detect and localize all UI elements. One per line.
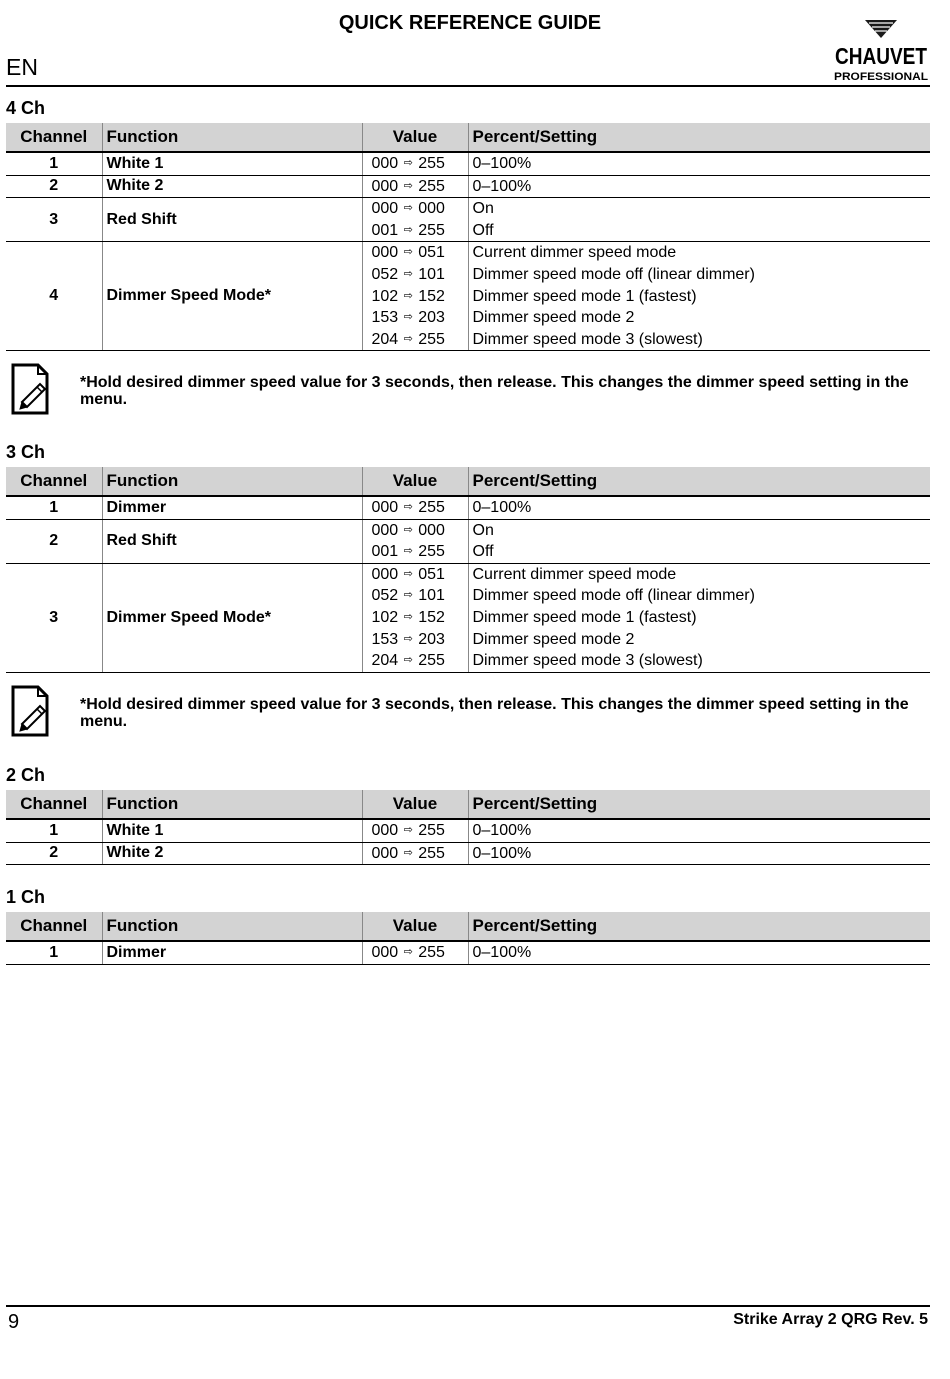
- column-header-value: Value: [362, 790, 468, 819]
- value-from: 000: [371, 565, 399, 583]
- value-range: [372, 843, 468, 865]
- column-header-function: Function: [102, 912, 362, 941]
- language-code: EN: [6, 54, 38, 80]
- column-header-function: Function: [102, 123, 362, 152]
- note-pencil-icon: [10, 684, 50, 738]
- note-callout: [10, 684, 930, 740]
- function-cell: White 2: [102, 175, 362, 198]
- range-arrow-icon: ⇨: [403, 846, 413, 859]
- function-cell: Dimmer: [102, 496, 362, 519]
- value-to: 000: [418, 521, 445, 539]
- function-cell: White 2: [102, 842, 362, 865]
- setting-cell: [468, 198, 930, 242]
- value-range: [372, 264, 468, 286]
- value-to: 152: [418, 608, 445, 626]
- column-header-setting: Percent/Setting: [468, 467, 930, 496]
- setting-text: Dimmer speed mode 2: [472, 630, 635, 648]
- setting-text: 0–100%: [472, 822, 532, 839]
- value-range: [372, 564, 468, 586]
- value-to: 255: [418, 652, 445, 670]
- value-from: 153: [371, 309, 399, 327]
- channel-cell: 2: [6, 842, 102, 865]
- setting-text: Dimmer speed mode 3 (slowest): [472, 652, 703, 670]
- range-arrow-icon: ⇨: [403, 632, 413, 645]
- setting-cell: [468, 242, 930, 351]
- table-header-row: [6, 123, 930, 152]
- value-to: 255: [418, 221, 445, 239]
- function-cell: Red Shift: [102, 519, 362, 563]
- value-range: [372, 942, 468, 964]
- value-cell: [362, 819, 468, 842]
- column-header-channel: Channel: [6, 790, 102, 819]
- value-from: 001: [371, 543, 399, 561]
- channel-cell: 3: [6, 563, 102, 672]
- value-cell: [362, 563, 468, 672]
- range-arrow-icon: ⇨: [403, 523, 413, 536]
- table-row: [6, 563, 930, 672]
- chauvet-logo-icon: [833, 20, 929, 84]
- value-range: [372, 242, 468, 264]
- note-callout: [10, 362, 930, 418]
- range-arrow-icon: ⇨: [403, 246, 413, 259]
- value-to: 152: [418, 287, 445, 305]
- value-to: 101: [418, 587, 445, 605]
- setting-text: Dimmer speed mode 1 (fastest): [472, 608, 697, 626]
- value-cell: [362, 519, 468, 563]
- setting-cell: [468, 842, 930, 865]
- channel-cell: 2: [6, 175, 102, 198]
- setting-text: 0–100%: [472, 944, 532, 961]
- setting-text: Dimmer speed mode 2: [472, 309, 635, 327]
- setting-cell: [468, 941, 930, 964]
- chauvet-logo: [833, 20, 929, 84]
- value-range: [372, 198, 468, 220]
- range-arrow-icon: ⇨: [403, 311, 413, 324]
- range-arrow-icon: ⇨: [403, 567, 413, 580]
- function-cell: Red Shift: [102, 198, 362, 242]
- column-header-value: Value: [362, 123, 468, 152]
- range-arrow-icon: ⇨: [403, 157, 413, 169]
- setting-cell: [468, 175, 930, 198]
- value-cell: [362, 242, 468, 351]
- value-from: 000: [371, 200, 399, 218]
- section-title: 2 Ch: [6, 765, 46, 785]
- value-range: [372, 820, 468, 842]
- range-arrow-icon: ⇨: [403, 223, 413, 236]
- value-range: [372, 520, 468, 542]
- value-cell: [362, 941, 468, 964]
- function-cell: Dimmer Speed Mode*: [102, 242, 362, 351]
- column-header-setting: Percent/Setting: [468, 123, 930, 152]
- value-range: [372, 629, 468, 651]
- setting-text: 0–100%: [472, 177, 532, 195]
- function-cell: White 1: [102, 152, 362, 175]
- note-text: *Hold desired dimmer speed value for 3 seconds, then release. This changes the dimmer speed setting in the menu.: [80, 696, 909, 730]
- range-arrow-icon: ⇨: [403, 332, 413, 345]
- range-arrow-icon: ⇨: [403, 202, 413, 215]
- column-header-channel: Channel: [6, 467, 102, 496]
- range-arrow-icon: ⇨: [403, 610, 413, 623]
- value-range: [372, 307, 468, 329]
- dmx-table: [6, 790, 930, 865]
- function-cell: Dimmer Speed Mode*: [102, 563, 362, 672]
- value-cell: [362, 496, 468, 519]
- value-to: 000: [418, 200, 445, 218]
- table-row: [6, 175, 930, 198]
- table-header-row: [6, 790, 930, 819]
- column-header-value: Value: [362, 467, 468, 496]
- column-header-channel: Channel: [6, 912, 102, 941]
- value-range: [372, 286, 468, 308]
- function-cell: Dimmer: [102, 941, 362, 964]
- channel-cell: 1: [6, 819, 102, 842]
- dmx-section: [6, 886, 930, 965]
- value-from: 000: [371, 177, 399, 195]
- setting-text: Current dimmer speed mode: [472, 565, 677, 583]
- value-to: 255: [418, 844, 445, 862]
- range-arrow-icon: ⇨: [403, 946, 413, 958]
- note-pencil-icon: [10, 362, 50, 416]
- setting-cell: [468, 152, 930, 175]
- table-row: [6, 819, 930, 842]
- column-header-channel: Channel: [6, 123, 102, 152]
- range-arrow-icon: ⇨: [403, 267, 413, 280]
- value-to: 051: [418, 565, 445, 583]
- setting-text: On: [472, 521, 494, 539]
- value-range: [372, 497, 468, 519]
- dmx-table: [6, 467, 930, 673]
- value-from: 102: [371, 287, 399, 305]
- channel-cell: 1: [6, 152, 102, 175]
- setting-text: 0–100%: [472, 155, 532, 172]
- page-number: 9: [8, 1311, 20, 1333]
- channel-cell: 4: [6, 242, 102, 351]
- value-from: 000: [371, 499, 399, 516]
- column-header-setting: Percent/Setting: [468, 912, 930, 941]
- setting-text: Dimmer speed mode off (linear dimmer): [472, 587, 755, 605]
- value-from: 052: [371, 587, 399, 605]
- value-range: [372, 220, 468, 242]
- dmx-section: [6, 97, 930, 351]
- range-arrow-icon: ⇨: [403, 289, 413, 302]
- table-row: [6, 242, 930, 351]
- setting-cell: [468, 563, 930, 672]
- value-to: 255: [418, 330, 445, 348]
- value-range: [372, 153, 468, 175]
- value-from: 000: [371, 844, 399, 862]
- dmx-table: [6, 123, 930, 351]
- column-header-value: Value: [362, 912, 468, 941]
- setting-text: On: [472, 200, 494, 218]
- setting-cell: [468, 519, 930, 563]
- channel-cell: 3: [6, 198, 102, 242]
- dmx-table: [6, 912, 930, 965]
- table-header-row: [6, 912, 930, 941]
- value-from: 204: [371, 652, 399, 670]
- value-from: 001: [371, 221, 399, 239]
- value-to: 255: [418, 177, 445, 195]
- value-from: 052: [371, 265, 399, 283]
- value-from: 153: [371, 630, 399, 648]
- value-to: 255: [418, 944, 445, 961]
- value-to: 255: [418, 822, 445, 839]
- value-range: [372, 585, 468, 607]
- range-arrow-icon: ⇨: [403, 654, 413, 667]
- value-cell: [362, 842, 468, 865]
- value-range: [372, 650, 468, 672]
- setting-text: Dimmer speed mode 1 (fastest): [472, 287, 697, 305]
- setting-text: 0–100%: [472, 844, 532, 862]
- section-title: 4 Ch: [6, 98, 46, 118]
- setting-text: Off: [472, 543, 494, 561]
- setting-text: Off: [472, 221, 494, 239]
- value-from: 102: [371, 608, 399, 626]
- column-header-function: Function: [102, 790, 362, 819]
- footer-rule: [6, 1305, 930, 1307]
- range-arrow-icon: ⇨: [403, 545, 413, 558]
- table-row: [6, 519, 930, 563]
- range-arrow-icon: ⇨: [403, 589, 413, 602]
- range-arrow-icon: ⇨: [403, 179, 413, 192]
- function-cell: White 1: [102, 819, 362, 842]
- value-range: [372, 541, 468, 563]
- range-arrow-icon: ⇨: [403, 824, 413, 836]
- setting-cell: [468, 819, 930, 842]
- value-cell: [362, 152, 468, 175]
- channel-cell: 2: [6, 519, 102, 563]
- channel-cell: 1: [6, 496, 102, 519]
- table-row: [6, 198, 930, 242]
- value-range: [372, 329, 468, 351]
- table-header-row: [6, 467, 930, 496]
- logo-sub: PROFESSIONAL: [834, 71, 929, 83]
- value-from: 204: [371, 330, 399, 348]
- value-from: 000: [371, 155, 399, 172]
- column-header-function: Function: [102, 467, 362, 496]
- logo-brand: CHAUVET: [835, 43, 927, 69]
- document-reference: Strike Array 2 QRG Rev. 5: [733, 1311, 928, 1328]
- note-text: *Hold desired dimmer speed value for 3 seconds, then release. This changes the dimmer speed setting in the menu.: [80, 374, 909, 408]
- value-to: 203: [418, 309, 445, 327]
- setting-text: Dimmer speed mode 3 (slowest): [472, 330, 703, 348]
- table-row: [6, 152, 930, 175]
- dmx-section: [6, 441, 930, 673]
- value-to: 051: [418, 244, 445, 262]
- value-from: 000: [371, 944, 399, 961]
- value-to: 203: [418, 630, 445, 648]
- table-row: [6, 496, 930, 519]
- value-to: 255: [418, 499, 445, 516]
- table-row: [6, 842, 930, 865]
- column-header-setting: Percent/Setting: [468, 790, 930, 819]
- value-cell: [362, 198, 468, 242]
- value-to: 101: [418, 265, 445, 283]
- dmx-section: [6, 764, 930, 865]
- setting-cell: [468, 496, 930, 519]
- channel-cell: 1: [6, 941, 102, 964]
- section-title: 3 Ch: [6, 442, 46, 462]
- value-cell: [362, 175, 468, 198]
- header-rule: [6, 85, 930, 87]
- value-from: 000: [371, 244, 399, 262]
- value-to: 255: [418, 155, 445, 172]
- setting-text: 0–100%: [472, 499, 532, 516]
- setting-text: Dimmer speed mode off (linear dimmer): [472, 265, 755, 283]
- table-row: [6, 941, 930, 964]
- range-arrow-icon: ⇨: [403, 501, 413, 513]
- value-range: [372, 176, 468, 198]
- value-range: [372, 607, 468, 629]
- section-title: 1 Ch: [6, 887, 46, 907]
- setting-text: Current dimmer speed mode: [472, 244, 677, 262]
- value-from: 000: [371, 822, 399, 839]
- page-header-title: QUICK REFERENCE GUIDE: [338, 12, 602, 34]
- value-from: 000: [371, 521, 399, 539]
- value-to: 255: [418, 543, 445, 561]
